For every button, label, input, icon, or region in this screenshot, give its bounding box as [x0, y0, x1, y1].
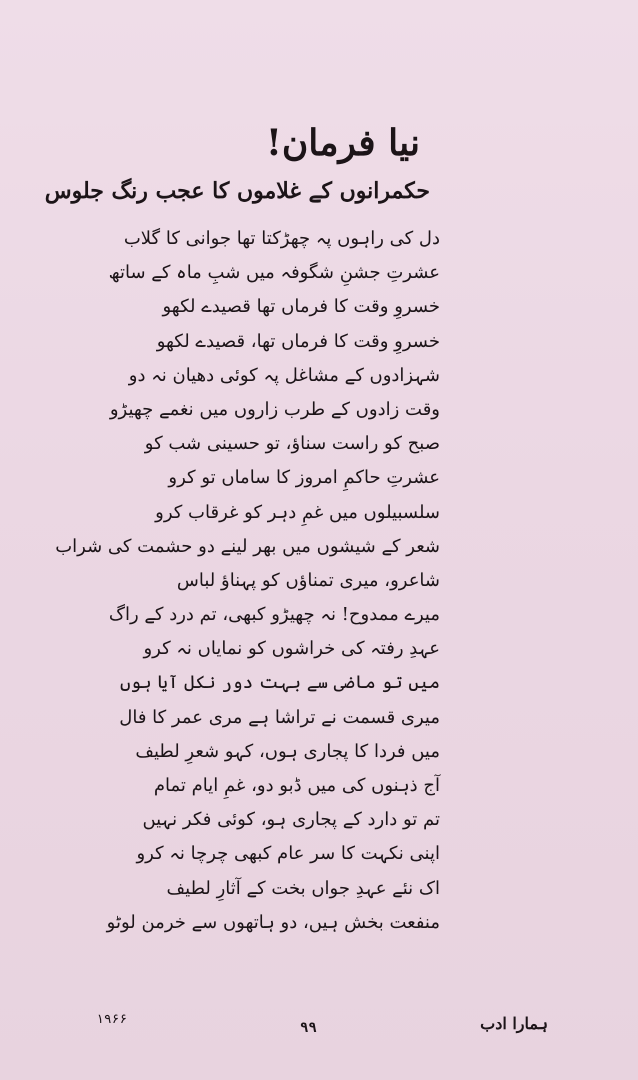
poem-line: عہدِ رفتہ کی خراشوں کو نمایاں نہ کرو — [143, 638, 440, 660]
poem-line: میری قسمت نے تراشا ہے مری عمر کا فال — [119, 706, 440, 728]
poem-line: اپنی نکہت کا سر عام کبھی چرچا نہ کرو — [136, 843, 440, 865]
footer-year: ۱۹۶۶ — [96, 1012, 128, 1027]
poem-line: آج ذہنوں کی میں ڈبو دو، غمِ ایام تمام — [153, 775, 440, 796]
poem-line: عشرتِ جشنِ شگوفہ میں شبِ ماہ کے ساتھ — [108, 262, 440, 284]
poem-line: خسروِ وقت کا فرماں تھا، قصیدے لکھو — [156, 330, 440, 352]
poem-line: میں تو ماضی سے بہت دور نکل آیا ہوں — [120, 672, 440, 694]
poem-line: سلسبیلوں میں غمِ دہر کو غرقاب کرو — [155, 501, 440, 523]
poem-line: میں فردا کا پجاری ہوں، کہو شعرِ لطیف — [135, 740, 440, 762]
poem-line: شہزادوں کے مشاغل پہ کوئی دھیان نہ دو — [128, 364, 440, 386]
poem-body — [55, 222, 440, 940]
footer-magazine-name: ہمارا ادب — [480, 1014, 548, 1033]
poem-line: دل کی راہوں پہ چھڑکتا تھا جوانی کا گلاب — [123, 228, 440, 249]
poem-line: اک نئے عہدِ جواں بخت کے آثارِ لطیف — [166, 877, 440, 899]
poem-subtitle: حکمرانوں کے غلاموں کا عجب رنگ جلوس — [44, 178, 430, 204]
poem-line: تم تو دارد کے پجاری ہو، کوئی فکر نہیں — [142, 809, 440, 831]
poem-line: صبح کو راست سناؤ، تو حسینی شب کو — [144, 433, 440, 455]
poem-line: خسروِ وقت کا فرماں تھا قصیدے لکھو — [162, 296, 440, 318]
poem-line: عشرتِ حاکمِ امروز کا ساماں تو کرو — [168, 467, 440, 489]
poem-line: شعر کے شیشوں میں بھر لینے دو حشمت کی شراب — [55, 535, 440, 557]
poem-line: وقت زادوں کے طرب زاروں میں نغمے چھیڑو — [109, 398, 440, 420]
footer-page-number: ۹۹ — [300, 1020, 317, 1036]
poem-line: شاعرو، میری تمناؤں کو پہناؤ لباس — [176, 569, 440, 591]
poem-title: نیا فرمان! — [266, 122, 420, 164]
poem-line: میرے ممدوح! نہ چھیڑو کبھی، تم درد کے راگ — [108, 604, 440, 626]
poem-line: منفعت بخش ہیں، دو ہاتھوں سے خرمن لوٹو — [106, 911, 440, 933]
